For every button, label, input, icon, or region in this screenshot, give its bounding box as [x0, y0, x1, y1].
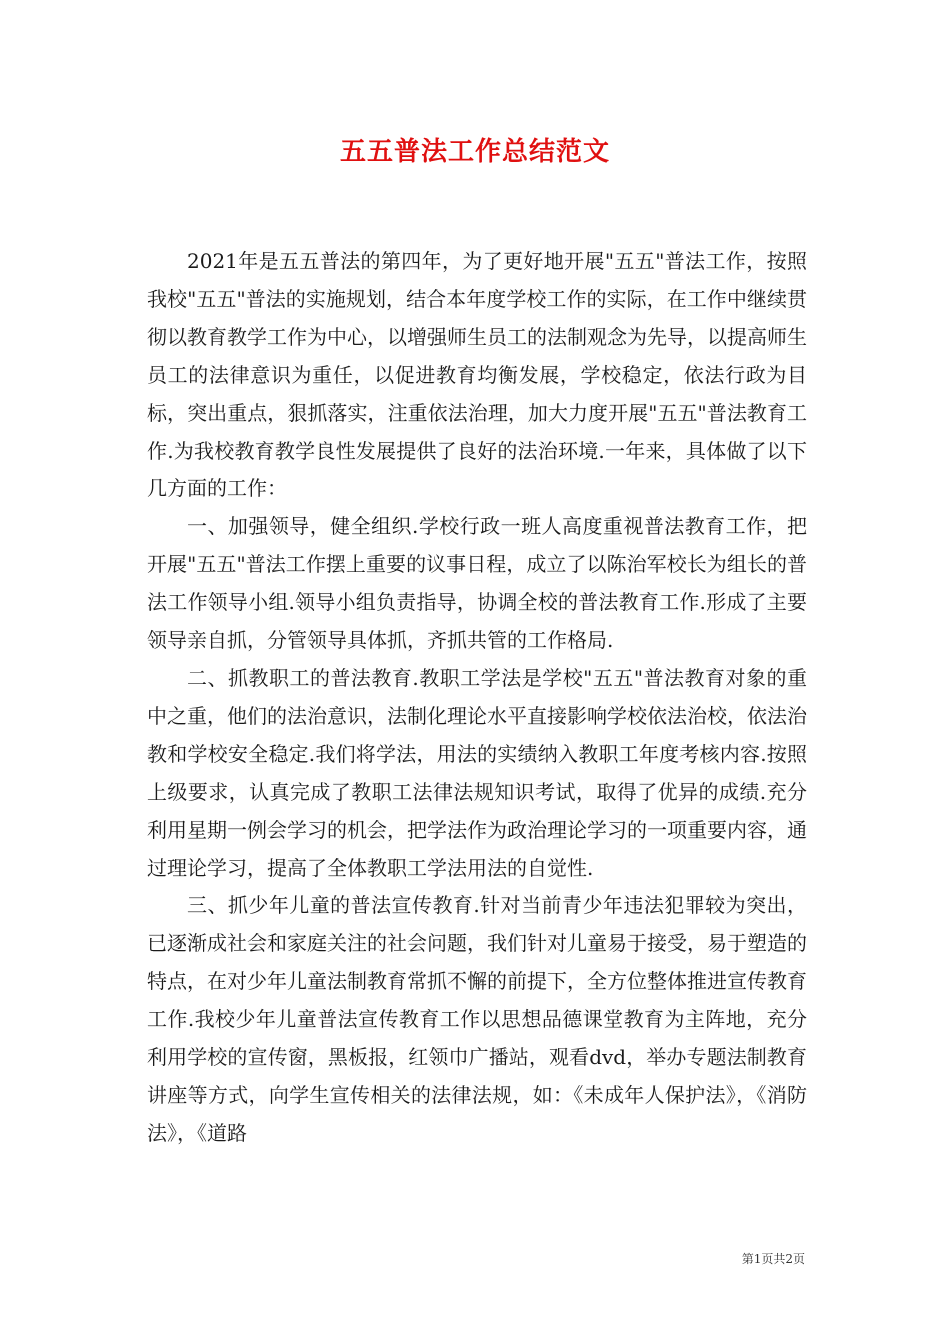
- paragraph-intro: 2021年是五五普法的第四年，为了更好地开展"五五"普法工作，按照我校"五五"普法的实施规划，结合本年度学校工作的实际，在工作中继续贯彻以教育教学工作为中心，以增强师生员工的法制观念为先导，以提高师生员工的法律意识为重任，以促进教育均衡发展，学校稳定，依法行政为目标，突出重点，狠抓落实，注重依法治理，加大力度开展"五五"普法教育工作.为我校教育教学良性发展提供了良好的法治环境.一年来，具体做了以下几方面的工作：: [147, 249, 807, 501]
- paragraph-section-1: 一、加强领导，健全组织.学校行政一班人高度重视普法教育工作，把开展"五五"普法工作摆上重要的议事日程，成立了以陈治军校长为组长的普法工作领导小组.领导小组负责指导，协调全校的普法教育工作.形成了主要领导亲自抓，分管领导具体抓，齐抓共管的工作格局.: [147, 514, 807, 653]
- paragraph-section-3: 三、抓少年儿童的普法宣传教育.针对当前青少年违法犯罪较为突出，已逐渐成社会和家庭关注的社会问题，我们针对儿童易于接受，易于塑造的特点，在对少年儿童法制教育常抓不懈的前提下，全方位整体推进宣传教育工作.我校少年儿童普法宣传教育工作以思想品德课堂教育为主阵地，充分利用学校的宣传窗，黑板报，红领巾广播站，观看dvd，举办专题法制教育讲座等方式，向学生宣传相关的法律法规，如：《未成年人保护法》，《消防法》，《道路: [147, 893, 807, 1145]
- page-number: 第1页共2页: [741, 1252, 805, 1266]
- paragraph-section-2: 二、抓教职工的普法教育.教职工学法是学校"五五"普法教育对象的重中之重，他们的法治意识，法制化理论水平直接影响学校依法治校，依法治教和学校安全稳定.我们将学法，用法的实绩纳入教职工年度考核内容.按照上级要求，认真完成了教职工法律法规知识考试，取得了优异的成绩.充分利用星期一例会学习的机会，把学法作为政治理论学习的一项重要内容，通过理论学习，提高了全体教职工学法用法的自觉性.: [147, 665, 807, 880]
- document-title: 五五普法工作总结范文: [339, 137, 610, 167]
- document-body: [147, 243, 807, 1153]
